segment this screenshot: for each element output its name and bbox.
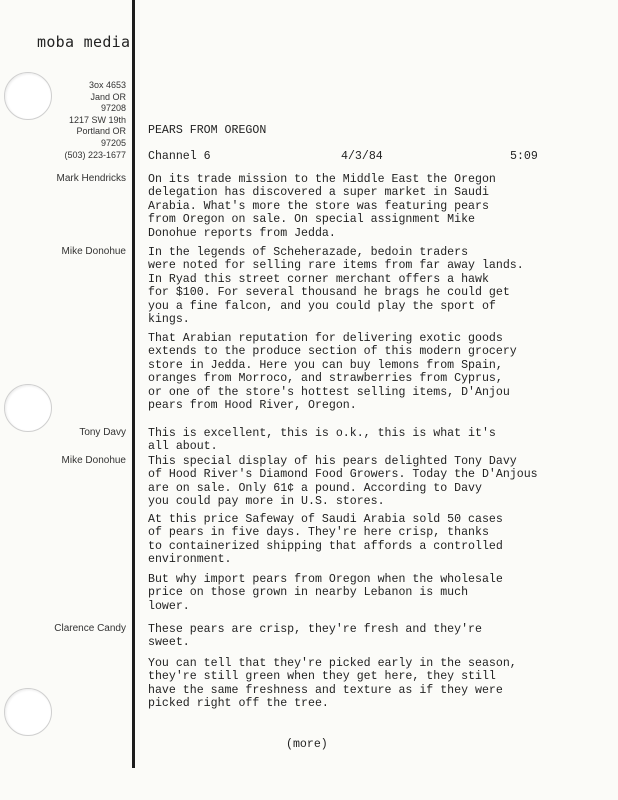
- paragraph: This special display of his pears delighted Tony Davy of Hood River's Diamond Food Growers. Today the D'Anjous are on sale. Only 61¢ a pound. According to Davy you could pay more in U.S. stores.: [148, 455, 538, 509]
- paragraph: On its trade mission to the Middle East the Oregon delegation has discovered a super market in Saudi Arabia. What's more the store was featuring pears from Oregon on sale. On special assignment Mike Donohue reports from Jedda.: [148, 173, 496, 240]
- speaker-label: Mike Donohue: [61, 246, 126, 257]
- paragraph: You can tell that they're picked early in the season, they're still green when they get here, they still have the same freshness and texture as if they were picked right off the tree.: [148, 657, 517, 711]
- speaker-label: Mark Hendricks: [56, 173, 126, 184]
- speaker-label: Tony Davy: [79, 427, 126, 438]
- channel-label: Channel 6: [148, 150, 211, 163]
- address-line: 3ox 4653: [88, 80, 126, 90]
- story-date: 4/3/84: [341, 150, 383, 163]
- speaker-label: Clarence Candy: [54, 623, 126, 634]
- address-line: 1217 SW 19th: [68, 114, 126, 125]
- paragraph: In the legends of Scheherazade, bedoin traders were noted for selling rare items from far away lands. In Ryad this street corner merchant offers a hawk for $100. For several thousand he brags he could get you a fine falcon, and you could play the sport of kings.: [148, 246, 524, 327]
- address-line: Portland OR: [76, 126, 126, 137]
- story-time: 5:09: [510, 150, 538, 163]
- paragraph: At this price Safeway of Saudi Arabia sold 50 cases of pears in five days. They're here crisp, thanks to containerized shipping that affords a controlled environment.: [148, 513, 503, 567]
- column-divider: [132, 0, 135, 768]
- paragraph: This is excellent, this is o.k., this is what it's all about.: [148, 427, 496, 454]
- address-line: Jand OR: [90, 91, 126, 102]
- punch-hole-middle: [4, 384, 52, 432]
- address-line: (503) 223-1677: [64, 149, 126, 160]
- address-line: 97205: [100, 137, 126, 148]
- story-title: PEARS FROM OREGON: [148, 124, 267, 137]
- punch-hole-top: [4, 72, 52, 120]
- speaker-label: Mike Donohue: [61, 455, 126, 466]
- paragraph: But why import pears from Oregon when the wholesale price on those grown in nearby Lebanon is much lower.: [148, 573, 503, 613]
- paragraph: That Arabian reputation for delivering exotic goods extends to the produce section of this modern grocery store in Jedda. Here you can buy lemons from Spain, oranges from Morroco, and strawberries from Cyprus, or one of the store's hottest selling items, D'Anjou pears from Hood River, Oregon.: [148, 332, 517, 413]
- punch-hole-bottom: [4, 688, 52, 736]
- brand-name: moba media: [37, 33, 131, 51]
- more-indicator: (more): [286, 738, 328, 751]
- address-line: 97208: [100, 103, 126, 114]
- paragraph: These pears are crisp, they're fresh and they're sweet.: [148, 623, 482, 650]
